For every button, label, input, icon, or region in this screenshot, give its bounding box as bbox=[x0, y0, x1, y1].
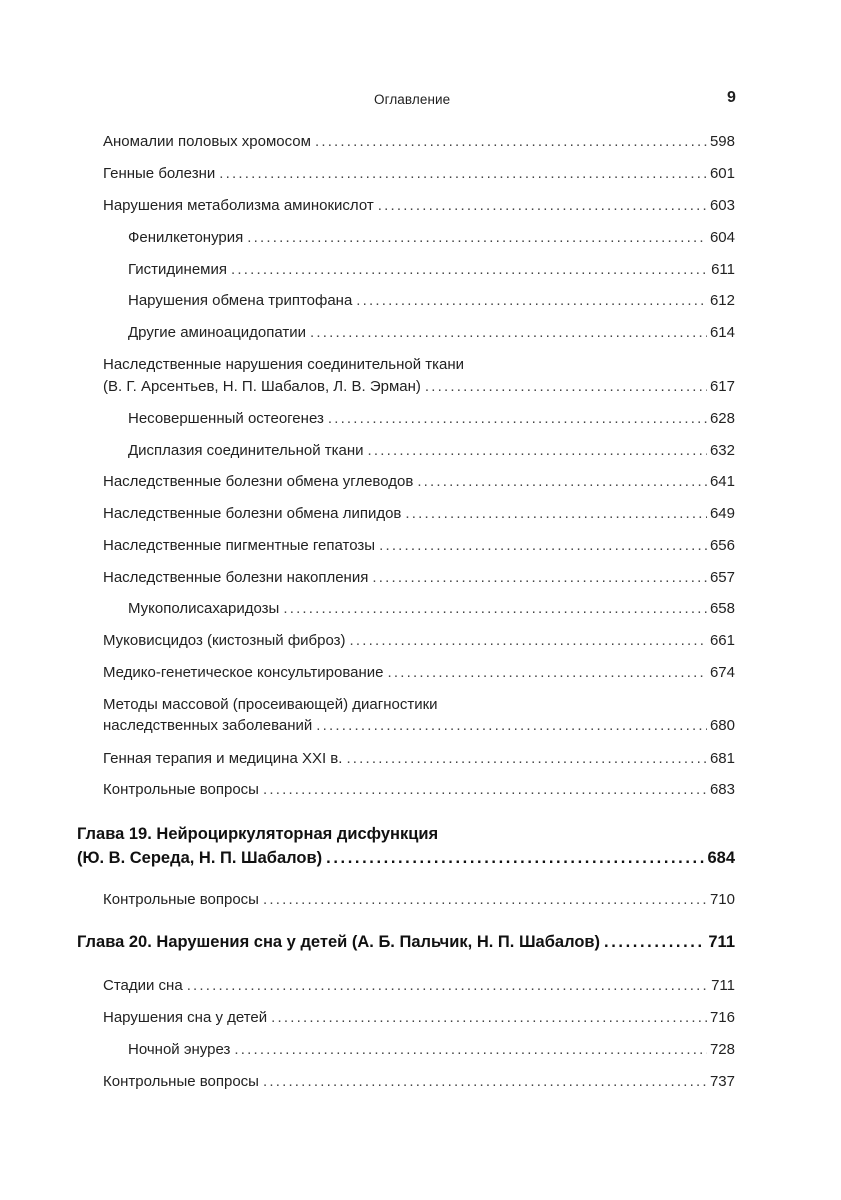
toc-entry[interactable] bbox=[103, 1071, 735, 1093]
dot-leader bbox=[234, 1039, 707, 1061]
toc-entry-title: Наследственные болезни накопления bbox=[103, 569, 369, 586]
toc-entry-page: 658 bbox=[709, 600, 735, 617]
toc-entry-page: 728 bbox=[709, 1041, 735, 1058]
dot-leader bbox=[316, 715, 707, 737]
toc-entry-page: 603 bbox=[709, 197, 735, 214]
toc-entry-title: наследственных заболеваний bbox=[103, 717, 313, 734]
toc-entry-page: 661 bbox=[709, 632, 735, 649]
dot-leader bbox=[350, 630, 707, 652]
toc-entry-title: Контрольные вопросы bbox=[103, 781, 259, 798]
toc-subentry[interactable] bbox=[128, 408, 735, 430]
toc-entry[interactable] bbox=[103, 195, 735, 217]
toc-entry[interactable] bbox=[103, 1007, 735, 1029]
dot-leader bbox=[310, 322, 707, 344]
dot-leader bbox=[187, 975, 708, 997]
dot-leader bbox=[372, 567, 707, 589]
toc-entry-title: (Ю. В. Середа, Н. П. Шабалов) bbox=[77, 849, 323, 867]
toc-entry-title: Мукополисахаридозы bbox=[128, 600, 280, 617]
toc-entry-page: 628 bbox=[709, 410, 735, 427]
toc-entry-page: 632 bbox=[709, 442, 735, 459]
toc-entry-title: Нарушения обмена триптофана bbox=[128, 292, 353, 309]
toc-entry-title: Наследственные болезни обмена липидов bbox=[103, 505, 402, 522]
dot-leader bbox=[315, 131, 707, 153]
toc-entry-title: Глава 20. Нарушения сна у детей (А. Б. Пальчик, Н. П. Шабалов) bbox=[77, 933, 601, 951]
toc-entry-title: Муковисцидоз (кистозный фиброз) bbox=[103, 632, 346, 649]
toc-entry-page: 598 bbox=[709, 133, 735, 150]
toc-entry-page: 601 bbox=[709, 165, 735, 182]
chapter-19-heading[interactable] bbox=[77, 847, 735, 869]
toc-entry-title: Стадии сна bbox=[103, 977, 183, 994]
toc-entry[interactable] bbox=[103, 630, 735, 652]
toc-entry-page: 711 bbox=[708, 933, 735, 951]
toc-entry-page: 711 bbox=[711, 977, 735, 994]
toc-entry[interactable] bbox=[103, 535, 735, 557]
dot-leader bbox=[368, 440, 707, 462]
chapter-20-heading[interactable] bbox=[77, 931, 735, 953]
dot-leader bbox=[263, 779, 707, 801]
toc-entry[interactable] bbox=[103, 889, 735, 911]
toc-entry-title: Наследственные пигментные гепатозы bbox=[103, 537, 376, 554]
toc-entry[interactable] bbox=[103, 503, 735, 525]
toc-entry-page: 612 bbox=[709, 292, 735, 309]
toc-entry-page: 604 bbox=[709, 229, 735, 246]
toc-entry-title: Другие аминоацидопатии bbox=[128, 324, 307, 341]
toc-entry-title: Дисплазия соединительной ткани bbox=[128, 442, 364, 459]
dot-leader bbox=[405, 503, 707, 525]
dot-leader bbox=[283, 598, 707, 620]
toc-entry-title: Генные болезни bbox=[103, 165, 216, 182]
toc-subentry[interactable] bbox=[128, 322, 735, 344]
dot-leader bbox=[378, 195, 707, 217]
toc-entry-page: 710 bbox=[709, 891, 735, 908]
toc-subentry[interactable] bbox=[128, 259, 735, 281]
toc-subentry[interactable] bbox=[128, 598, 735, 620]
toc-entry-page: 649 bbox=[709, 505, 735, 522]
toc-entry[interactable] bbox=[103, 779, 735, 801]
dot-leader bbox=[387, 662, 706, 684]
toc-entry[interactable] bbox=[103, 471, 735, 493]
toc-entry-page: 683 bbox=[709, 781, 735, 798]
toc-entry[interactable] bbox=[103, 715, 735, 737]
toc-entry-title: Гистидинемия bbox=[128, 261, 227, 278]
dot-leader bbox=[346, 748, 707, 770]
dot-leader bbox=[231, 259, 708, 281]
toc-entry-page: 611 bbox=[711, 261, 735, 278]
toc-entry-page: 680 bbox=[709, 717, 735, 734]
toc-entry-title-line1: Методы массовой (просеивающей) диагностики bbox=[103, 696, 438, 713]
toc-entry-page: 641 bbox=[709, 473, 735, 490]
toc-entry[interactable] bbox=[103, 567, 735, 589]
toc-entry-page: 716 bbox=[709, 1009, 735, 1026]
dot-leader bbox=[379, 535, 707, 557]
toc-entry-page: 684 bbox=[707, 849, 735, 867]
toc-entry-title: Фенилкетонурия bbox=[128, 229, 244, 246]
toc-entry-page: 656 bbox=[709, 537, 735, 554]
toc-subentry[interactable] bbox=[128, 290, 735, 312]
toc-entry-title: Генная терапия и медицина XXI в. bbox=[103, 750, 343, 767]
toc-subentry[interactable] bbox=[128, 227, 735, 249]
dot-leader bbox=[263, 889, 707, 911]
dot-leader bbox=[328, 408, 707, 430]
header-page-number: 9 bbox=[727, 89, 736, 106]
toc-entry[interactable] bbox=[103, 662, 735, 684]
toc-entry-title: Нарушения сна у детей bbox=[103, 1009, 268, 1026]
toc-entry-title: Аномалии половых хромосом bbox=[103, 133, 311, 150]
toc-subentry[interactable] bbox=[128, 440, 735, 462]
toc-entry-title: Медико-генетическое консультирование bbox=[103, 664, 384, 681]
dot-leader bbox=[417, 471, 707, 493]
toc-entry-title: (В. Г. Арсентьев, Н. П. Шабалов, Л. В. Эрман) bbox=[103, 378, 421, 395]
toc-entry[interactable] bbox=[103, 163, 735, 185]
toc-entry-page: 674 bbox=[709, 664, 735, 681]
toc-entry[interactable] bbox=[103, 975, 735, 997]
toc-entry-title: Ночной энурез bbox=[128, 1041, 231, 1058]
toc-entry-title: Несовершенный остеогенез bbox=[128, 410, 324, 427]
toc-entry[interactable] bbox=[103, 376, 735, 398]
toc-entry-title: Контрольные вопросы bbox=[103, 1073, 259, 1090]
dot-leader bbox=[356, 290, 707, 312]
toc-entry-page: 614 bbox=[709, 324, 735, 341]
dot-leader bbox=[219, 163, 707, 185]
dot-leader bbox=[604, 931, 705, 953]
chapter-19-title-line1: Глава 19. Нейроциркуляторная дисфункция bbox=[77, 825, 439, 843]
toc-entry[interactable] bbox=[103, 748, 735, 770]
toc-entry-page: 681 bbox=[709, 750, 735, 767]
dot-leader bbox=[247, 227, 707, 249]
dot-leader bbox=[425, 376, 707, 398]
dot-leader bbox=[271, 1007, 707, 1029]
toc-entry-page: 737 bbox=[709, 1073, 735, 1090]
toc-entry-title: Нарушения метаболизма аминокислот bbox=[103, 197, 374, 214]
toc-entry-title-line1: Наследственные нарушения соединительной ткани bbox=[103, 356, 465, 373]
toc-entry-title: Наследственные болезни обмена углеводов bbox=[103, 473, 414, 490]
toc-subentry[interactable] bbox=[128, 1039, 735, 1061]
toc-entry-page: 617 bbox=[709, 378, 735, 395]
dot-leader bbox=[263, 1071, 707, 1093]
toc-entry[interactable] bbox=[103, 131, 735, 153]
toc-entry-page: 657 bbox=[709, 569, 735, 586]
toc-entry-title: Контрольные вопросы bbox=[103, 891, 259, 908]
header-title: Оглавление bbox=[374, 92, 451, 107]
dot-leader bbox=[326, 847, 704, 869]
